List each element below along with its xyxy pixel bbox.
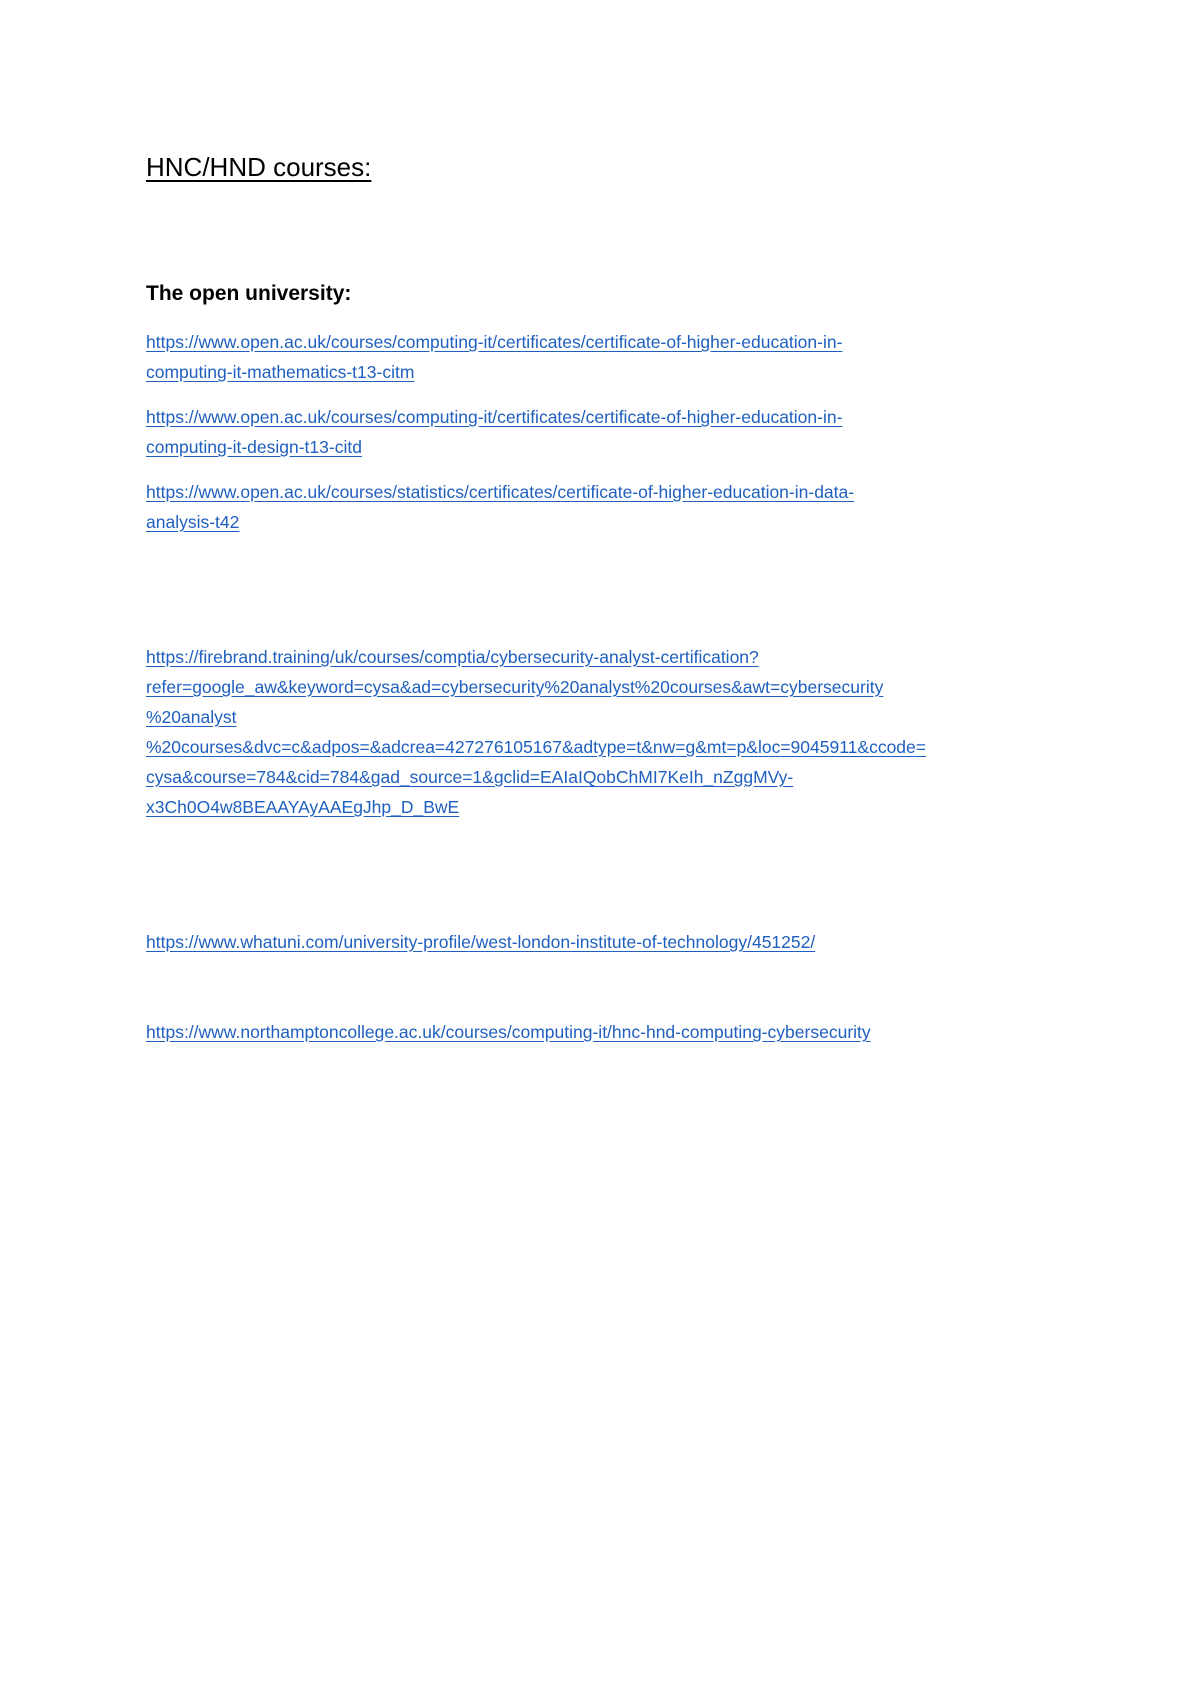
link-firebrand-cybersecurity-analyst[interactable] (146, 642, 1076, 822)
link-ou-computing-it-mathematics[interactable] (146, 327, 1076, 387)
link-northampton-college-hnc-hnd[interactable] (146, 1017, 1076, 1047)
link-line[interactable]: x3Ch0O4w8BEAAYAyAAEgJhp_D_BwE (146, 797, 460, 817)
link-line[interactable]: https://firebrand.training/uk/courses/comptia/cybersecurity-analyst-certification? (146, 647, 759, 667)
section-heading-open-university: The open university: (146, 282, 352, 305)
link-line[interactable]: analysis-t42 (146, 512, 240, 532)
link-line[interactable]: https://www.open.ac.uk/courses/computing-it/certificates/certificate-of-higher-education-in- (146, 407, 843, 427)
link-line[interactable]: https://www.open.ac.uk/courses/statistics/certificates/certificate-of-higher-education-in-data- (146, 482, 855, 502)
link-line[interactable]: https://www.whatuni.com/university-profile/west-london-institute-of-technology/451252/ (146, 932, 816, 952)
link-line[interactable]: cysa&course=784&cid=784&gad_source=1&gclid=EAIaIQobChMI7KeIh_nZggMVy- (146, 767, 794, 787)
page-title: HNC/HND courses: (146, 152, 372, 182)
link-line[interactable]: https://www.northamptoncollege.ac.uk/courses/computing-it/hnc-hnd-computing-cybersecurity (146, 1022, 871, 1042)
link-line[interactable]: %20analyst (146, 707, 237, 727)
link-line[interactable]: refer=google_aw&keyword=cysa&ad=cybersecurity%20analyst%20courses&awt=cybersecurity (146, 677, 884, 697)
link-line[interactable]: computing-it-mathematics-t13-citm (146, 362, 415, 382)
link-line[interactable]: computing-it-design-t13-citd (146, 437, 362, 457)
link-line[interactable]: %20courses&dvc=c&adpos=&adcrea=427276105167&adtype=t&nw=g&mt=p&loc=9045911&ccode= (146, 737, 926, 757)
link-line[interactable]: https://www.open.ac.uk/courses/computing-it/certificates/certificate-of-higher-education-in- (146, 332, 843, 352)
link-ou-computing-it-design[interactable] (146, 402, 1076, 462)
link-whatuni-west-london-iot[interactable] (146, 927, 1076, 957)
link-ou-data-analysis[interactable] (146, 477, 1076, 537)
